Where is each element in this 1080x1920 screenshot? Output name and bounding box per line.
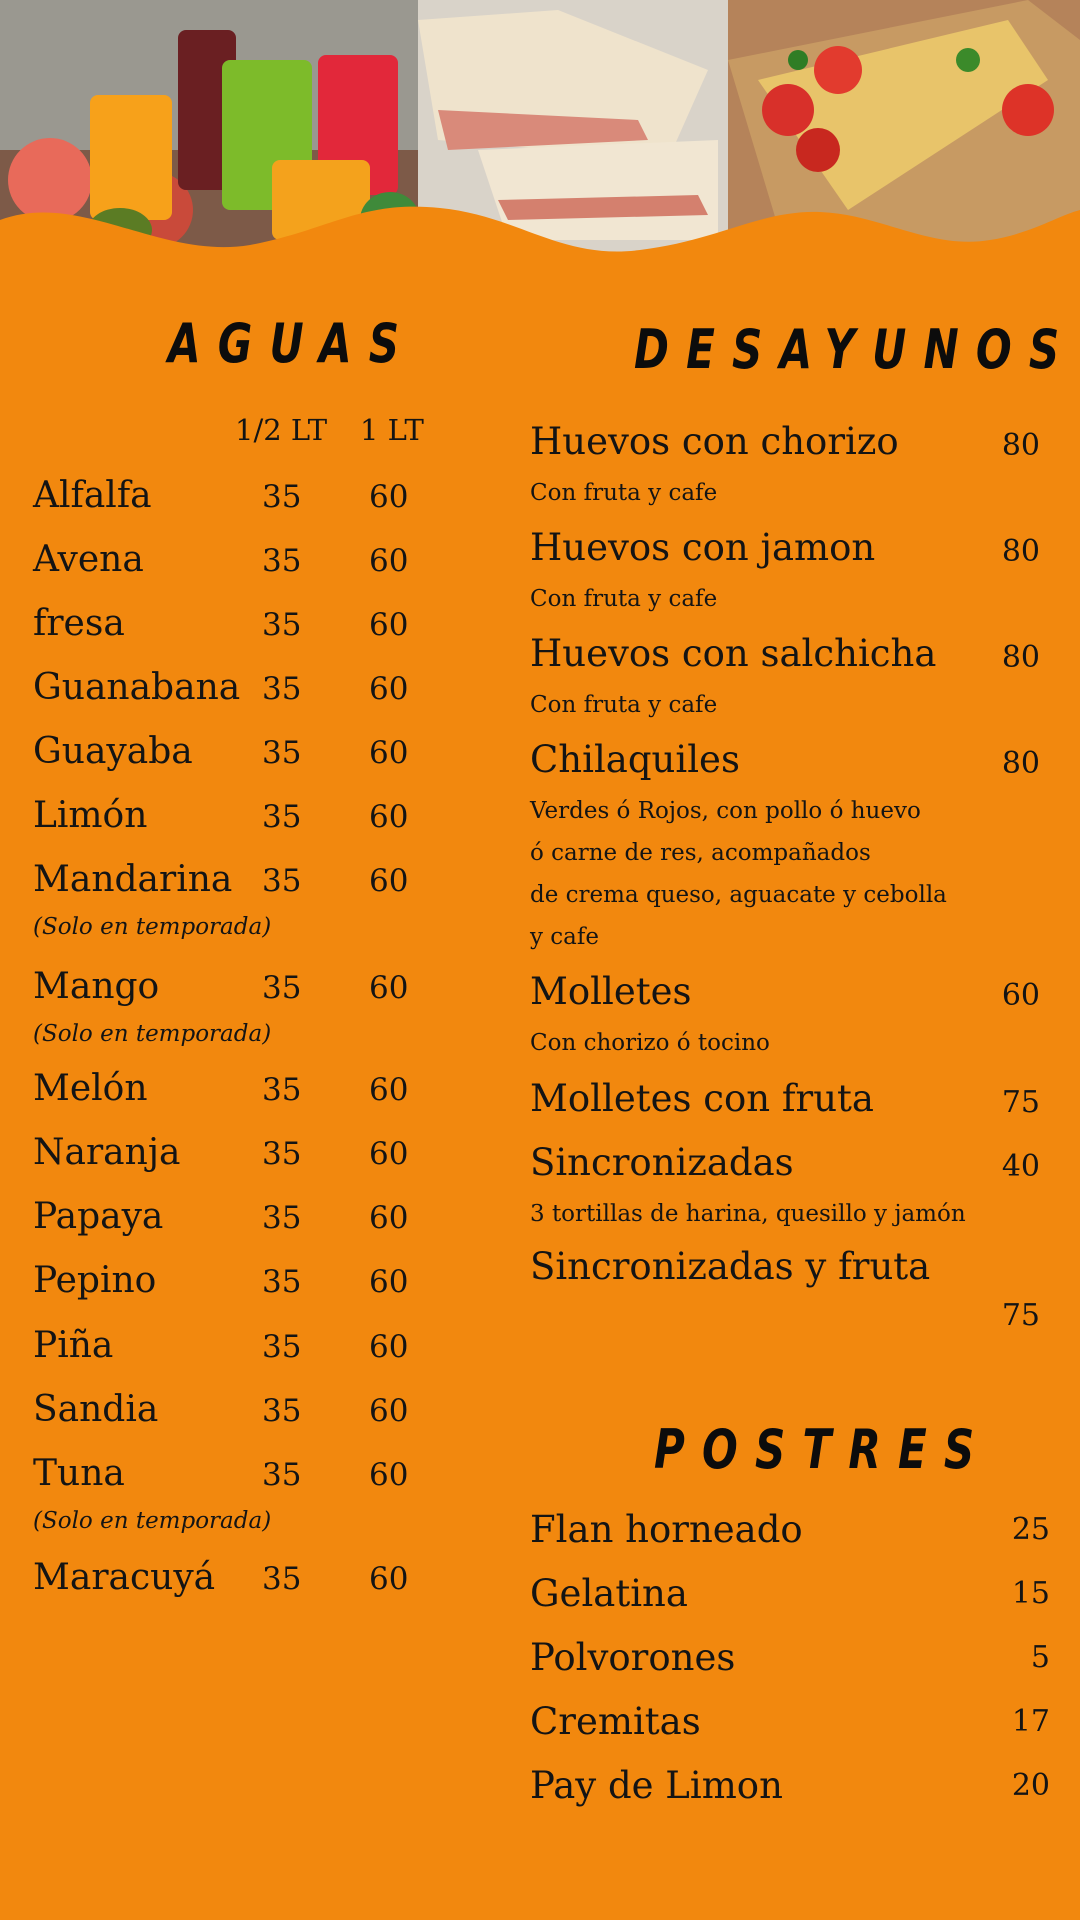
desayuno-price: 80 [1001, 534, 1040, 569]
agua-name: Guanabana [33, 667, 241, 708]
agua-name: Avena [33, 539, 144, 580]
postre-price: 17 [1011, 1704, 1050, 1739]
agua-season-note: (Solo en temporada) [33, 1508, 272, 1534]
agua-price-one: 60 [369, 1561, 409, 1597]
agua-price-one: 60 [369, 1329, 409, 1365]
desayuno-description: de crema queso, aguacate y cebolla [530, 882, 947, 908]
desayuno-name: Huevos con salchicha [530, 632, 937, 675]
desayuno-description: Con fruta y cafe [530, 692, 718, 718]
agua-price-half: 35 [262, 607, 302, 643]
postre-price: 15 [1011, 1576, 1050, 1611]
desayuno-name: Sincronizadas [530, 1141, 794, 1184]
desayuno-price: 75 [1001, 1085, 1040, 1120]
desayuno-price: 80 [1001, 640, 1040, 675]
agua-price-one: 60 [369, 1200, 409, 1236]
agua-price-half: 35 [262, 863, 302, 899]
desayuno-description: Con chorizo ó tocino [530, 1030, 770, 1056]
agua-name: Alfalfa [33, 475, 152, 516]
agua-price-one: 60 [369, 863, 409, 899]
agua-name: Sandia [33, 1389, 159, 1430]
desayuno-name: Huevos con chorizo [530, 420, 899, 463]
agua-name: Maracuyá [33, 1557, 216, 1598]
agua-price-half: 35 [262, 479, 302, 515]
desayuno-name: Sincronizadas y fruta [530, 1245, 931, 1288]
col-one-liter-header: 1 LT [360, 413, 424, 447]
col-half-liter-header: 1/2 LT [235, 413, 328, 447]
agua-price-one: 60 [369, 1136, 409, 1172]
postre-price: 20 [1011, 1768, 1050, 1803]
agua-price-one: 60 [369, 607, 409, 643]
agua-price-half: 35 [262, 543, 302, 579]
agua-name: Mandarina [33, 859, 233, 900]
desayuno-description: 3 tortillas de harina, quesillo y jamón [530, 1201, 966, 1227]
agua-name: Mango [33, 966, 160, 1007]
agua-price-one: 60 [369, 1264, 409, 1300]
agua-price-half: 35 [262, 735, 302, 771]
agua-price-half: 35 [262, 1393, 302, 1429]
desayuno-name: Huevos con jamon [530, 526, 876, 569]
desayuno-description: ó carne de res, acompañados [530, 840, 871, 866]
wave-divider [0, 190, 1080, 280]
agua-price-half: 35 [262, 1200, 302, 1236]
desayuno-name: Chilaquiles [530, 738, 740, 781]
agua-price-one: 60 [369, 799, 409, 835]
agua-price-one: 60 [369, 543, 409, 579]
agua-price-half: 35 [262, 671, 302, 707]
postre-name: Cremitas [530, 1700, 701, 1743]
agua-name: Limón [33, 795, 148, 836]
agua-price-one: 60 [369, 735, 409, 771]
agua-name: Tuna [33, 1453, 125, 1494]
agua-price-half: 35 [262, 970, 302, 1006]
agua-price-one: 60 [369, 1393, 409, 1429]
agua-price-half: 35 [262, 1329, 302, 1365]
agua-name: Piña [33, 1325, 114, 1366]
agua-price-half: 35 [262, 1072, 302, 1108]
agua-price-one: 60 [369, 479, 409, 515]
desayuno-name: Molletes [530, 970, 692, 1013]
desayuno-name: Molletes con fruta [530, 1077, 874, 1120]
agua-price-one: 60 [369, 1457, 409, 1493]
agua-price-one: 60 [369, 970, 409, 1006]
desayuno-price: 80 [1001, 746, 1040, 781]
agua-price-half: 35 [262, 799, 302, 835]
desayuno-description: y cafe [530, 924, 600, 950]
agua-price-one: 60 [369, 1072, 409, 1108]
desayuno-description: Con fruta y cafe [530, 586, 718, 612]
postre-name: Gelatina [530, 1572, 688, 1615]
agua-price-one: 60 [369, 671, 409, 707]
postre-price: 5 [1030, 1640, 1050, 1675]
agua-name: Papaya [33, 1196, 164, 1237]
postres-heading: POSTRES [654, 1418, 992, 1481]
aguas-heading: AGUAS [168, 312, 417, 375]
postre-name: Flan horneado [530, 1508, 803, 1551]
agua-price-half: 35 [262, 1264, 302, 1300]
desayuno-price: 80 [1001, 428, 1040, 463]
agua-name: Naranja [33, 1132, 181, 1173]
postre-name: Polvorones [530, 1636, 736, 1679]
postre-name: Pay de Limon [530, 1764, 783, 1807]
agua-name: Pepino [33, 1260, 157, 1301]
header-photos [0, 0, 1080, 260]
agua-name: Guayaba [33, 731, 193, 772]
agua-price-half: 35 [262, 1136, 302, 1172]
desayuno-description: Con fruta y cafe [530, 480, 718, 506]
agua-price-half: 35 [262, 1457, 302, 1493]
desayuno-description: Verdes ó Rojos, con pollo ó huevo [530, 798, 921, 824]
desayunos-heading: DESAYUNOS [634, 318, 1077, 381]
agua-name: fresa [33, 603, 125, 644]
desayuno-price: 40 [1001, 1149, 1040, 1184]
agua-name: Melón [33, 1068, 148, 1109]
agua-season-note: (Solo en temporada) [33, 1021, 272, 1047]
agua-price-half: 35 [262, 1561, 302, 1597]
desayuno-price: 75 [1001, 1298, 1040, 1333]
agua-season-note: (Solo en temporada) [33, 914, 272, 940]
postre-price: 25 [1011, 1512, 1050, 1547]
desayuno-price: 60 [1001, 978, 1040, 1013]
